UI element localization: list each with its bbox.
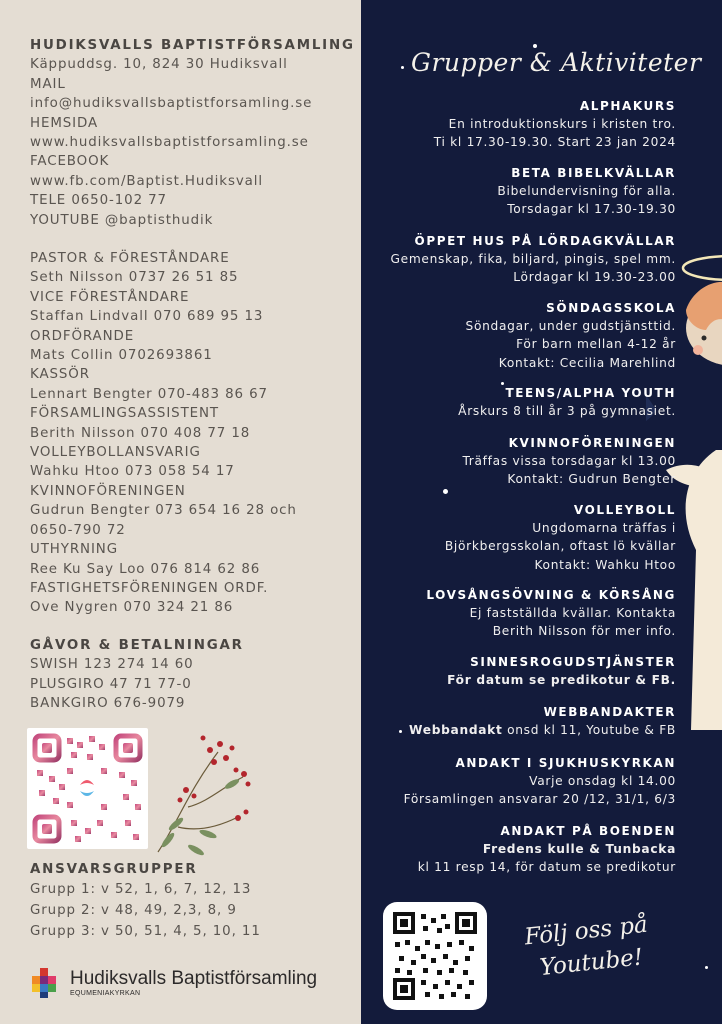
swish-qr-code[interactable] xyxy=(27,728,148,849)
activity-volleyboll xyxy=(445,501,676,574)
activity-text: Församlingen ansvarar 20 /12, 31/1, 6/3 xyxy=(403,792,676,807)
activity-text: Gemenskap, fika, biljard, pingis, spel mm. xyxy=(390,252,676,266)
group-row: Grupp 1: v 52, 1, 6, 7, 12, 13 xyxy=(30,882,252,898)
activity-sjukhuskyrkan xyxy=(404,754,676,809)
activity-text: Kontakt: Cecilia Marehlind xyxy=(498,355,676,370)
role-label: KVINNOFÖRENINGEN xyxy=(30,483,186,499)
activity-heading: ANDAKT I SJUKHUSKYRKAN xyxy=(455,756,676,770)
activity-heading: TEENS/ALPHA YOUTH xyxy=(505,386,676,400)
mail-label: MAIL xyxy=(30,76,66,92)
roles-block xyxy=(30,249,297,618)
activity-sinnesro xyxy=(447,653,676,689)
facebook-label: FACEBOOK xyxy=(30,154,110,170)
activity-heading: LOVSÅNGSÖVNING & KÖRSÅNG xyxy=(426,588,676,602)
activity-oppet-hus xyxy=(391,232,677,287)
group-row: Grupp 2: v 48, 49, 2,3, 8, 9 xyxy=(30,903,237,919)
address: Käppuddsg. 10, 824 30 Hudiksvall xyxy=(30,57,288,73)
star-decoration xyxy=(399,730,402,733)
church-name-heading: HUDIKSVALLS BAPTISTFÖRSAMLING xyxy=(30,38,355,53)
activity-heading: SÖNDAGSSKOLA xyxy=(546,301,676,315)
bankgiro-number: BANKGIRO 676-9079 xyxy=(30,696,186,712)
role-contact: Wahku Htoo 073 058 54 17 xyxy=(30,464,235,480)
activity-text: Lördagar kl 19.30-23.00 xyxy=(513,270,676,285)
activity-text: Ej fastställda kvällar. Kontakta xyxy=(469,606,676,620)
contact-block xyxy=(30,36,355,230)
swish-number: SWISH 123 274 14 60 xyxy=(30,657,194,673)
activity-text: Varje onsdag kl 14.00 xyxy=(529,774,676,788)
role-contact: 0650-790 72 xyxy=(30,522,126,538)
role-contact: Gudrun Bengter 073 654 16 28 och xyxy=(30,503,297,519)
group-row: Grupp 3: v 50, 51, 4, 5, 10, 11 xyxy=(30,924,261,940)
activities-panel xyxy=(361,0,722,1024)
activities-title: Grupper & Aktiviteter xyxy=(411,48,702,77)
berry-branch-decoration xyxy=(148,722,258,862)
activity-text: Ti kl 17.30-19.30. Start 23 jan 2024 xyxy=(433,135,676,150)
activity-text: Bibelundervisning för alla. xyxy=(497,184,676,198)
activity-heading: VOLLEYBOLL xyxy=(573,503,676,517)
plusgiro-number: PLUSGIRO 47 71 77-0 xyxy=(30,676,192,692)
role-label: VOLLEYBOLLANSVARIG xyxy=(30,445,201,461)
star-decoration xyxy=(401,66,404,69)
facebook-link[interactable]: www.fb.com/Baptist.Hudiksvall xyxy=(30,173,263,189)
activity-alphakurs xyxy=(434,97,676,152)
star-decoration xyxy=(443,489,448,494)
role-contact: Mats Collin 0702693861 xyxy=(30,348,213,364)
role-contact: Ove Nygren 070 324 21 86 xyxy=(30,600,234,616)
activity-text: Fredens kulle & Tunbacka xyxy=(482,842,676,856)
activity-text: kl 11 resp 14, för datum se predikotur xyxy=(417,860,676,875)
follow-youtube-text xyxy=(523,909,653,986)
activity-heading: BETA BIBELKVÄLLAR xyxy=(511,166,676,180)
role-contact: Berith Nilsson 070 408 77 18 xyxy=(30,425,251,441)
role-contact: Lennart Bengter 070-483 86 67 xyxy=(30,386,268,402)
activity-text: Björkbergsskolan, oftast lö kvällar xyxy=(444,539,676,554)
activity-boenden xyxy=(418,822,676,877)
activity-text: Ungdomarna träffas i xyxy=(532,521,676,535)
logo-subtitle: EQUMENIAKYRKAN xyxy=(70,989,141,997)
role-contact: Ree Ku Say Loo 076 814 62 86 xyxy=(30,561,261,577)
phone: TELE 0650-102 77 xyxy=(30,193,167,209)
groups-heading: ANSVARSGRUPPER xyxy=(30,862,198,877)
activity-kvinnoforeningen xyxy=(462,434,676,489)
activity-text: Torsdagar kl 17.30-19.30 xyxy=(507,202,676,217)
activity-webbandakter xyxy=(409,703,676,739)
activity-text: Träffas vissa torsdagar kl 13.00 xyxy=(462,454,676,468)
youtube-handle[interactable]: YOUTUBE @baptisthudik xyxy=(30,212,214,228)
activity-heading: KVINNOFÖRENINGEN xyxy=(508,436,676,450)
follow-line-1: Följ oss på xyxy=(523,911,649,951)
role-label: UTHYRNING xyxy=(30,542,118,558)
activity-text: En introduktionskurs i kristen tro. xyxy=(448,117,676,131)
webbandakt-time: onsd kl 11, Youtube & FB xyxy=(502,723,676,737)
activity-text: För barn mellan 4-12 år xyxy=(516,337,676,352)
youtube-qr-code[interactable] xyxy=(383,902,487,1010)
activity-heading: ÖPPET HUS PÅ LÖRDAGKVÄLLAR xyxy=(414,234,676,248)
activity-heading: ALPHAKURS xyxy=(579,99,676,113)
role-contact: Seth Nilsson 0737 26 51 85 xyxy=(30,270,239,286)
role-contact: Staffan Lindvall 070 689 95 13 xyxy=(30,309,264,325)
webbandakt-label: Webbandakt xyxy=(409,723,503,737)
activity-text: För datum se predikotur & FB. xyxy=(447,673,676,687)
activity-text xyxy=(409,721,676,739)
follow-line-2: Youtube! xyxy=(538,944,645,982)
equmenia-cross-icon xyxy=(28,966,60,998)
activity-text: Berith Nilsson för mer info. xyxy=(492,624,676,639)
role-label: FÖRSAMLINGSASSISTENT xyxy=(30,406,220,422)
groups-block xyxy=(30,860,261,942)
activity-heading: ANDAKT PÅ BOENDEN xyxy=(500,824,676,838)
role-label: ORDFÖRANDE xyxy=(30,328,135,344)
activity-text: Kontakt: Gudrun Bengter xyxy=(507,472,676,487)
activity-heading: WEBBANDAKTER xyxy=(543,705,676,719)
qr-code-icon xyxy=(27,728,148,849)
activity-text: Årskurs 8 till år 3 på gymnasiet. xyxy=(458,404,676,418)
activity-teens xyxy=(458,384,676,420)
logo-title: Hudiksvalls Baptistförsamling xyxy=(70,967,318,989)
role-label: KASSÖR xyxy=(30,367,90,383)
qr-code-icon xyxy=(393,912,477,1000)
website-label: HEMSIDA xyxy=(30,115,99,131)
activity-lovsang xyxy=(426,586,676,641)
role-label: FASTIGHETSFÖRENINGEN ORDF. xyxy=(30,580,269,596)
activity-heading: SINNESROGUDSTJÄNSTER xyxy=(470,655,676,669)
gifts-block xyxy=(30,636,244,714)
activity-sondagsskola xyxy=(466,299,676,372)
role-label: PASTOR & FÖRESTÅNDARE xyxy=(30,251,230,266)
role-label: VICE FÖRESTÅNDARE xyxy=(30,289,190,305)
church-logo xyxy=(28,966,317,998)
mail-link[interactable]: info@hudiksvallsbaptistforsamling.se xyxy=(30,96,313,112)
website-link[interactable]: www.hudiksvallsbaptistforsamling.se xyxy=(30,135,309,151)
activity-beta xyxy=(497,164,676,219)
activity-text: Kontakt: Wahku Htoo xyxy=(534,557,676,572)
star-decoration xyxy=(705,966,708,969)
gifts-heading: GÅVOR & BETALNINGAR xyxy=(30,638,244,653)
activity-text: Söndagar, under gudstjänsttid. xyxy=(465,319,676,333)
